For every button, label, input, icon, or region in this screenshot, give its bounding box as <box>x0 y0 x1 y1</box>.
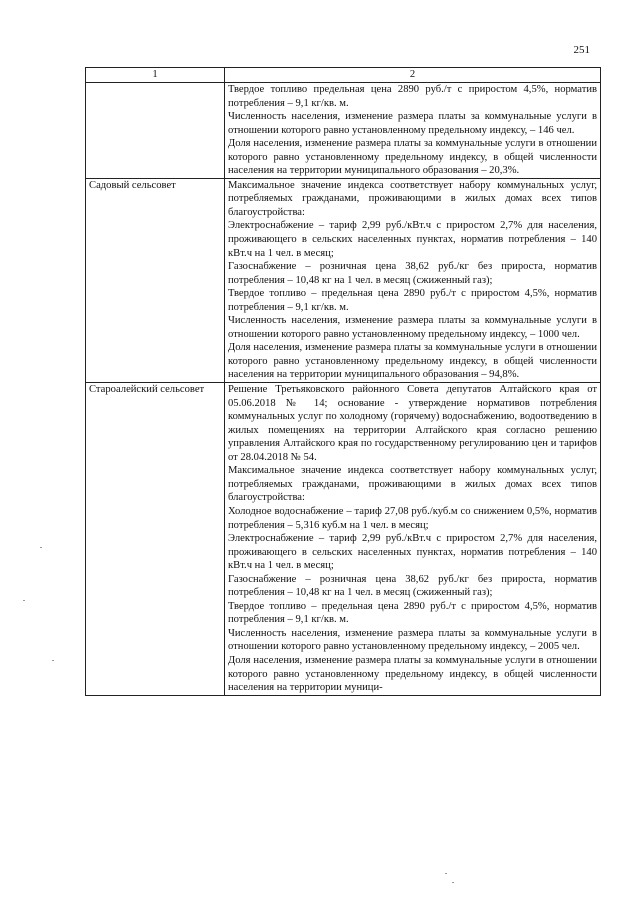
paragraph: Численность населения, изменение размера платы за коммунальные услуги в отношении которого равно установленному предельному индексу, – 1000 чел. <box>228 315 597 340</box>
scan-speck <box>452 882 454 883</box>
row-content <box>225 83 601 179</box>
paragraph: Газоснабжение – розничная цена 38,62 руб./кг без прироста, норматив потребления – 10,48 кг на 1 чел. в месяц (сжиженный газ); <box>228 261 597 286</box>
paragraph: Доля населения, изменение размера платы за коммунальные услуги в отношении которого равно установленному предельному индексу, в общей численности населения на территории муниципального образования – 20,3%. <box>228 138 597 177</box>
municipality-name <box>86 83 225 179</box>
page-number: 251 <box>573 44 590 56</box>
table-row <box>86 83 601 179</box>
document-table <box>85 67 601 696</box>
municipality-name: Староалейский сельсовет <box>86 383 225 696</box>
paragraph: Твердое топливо – предельная цена 2890 руб./т с приростом 4,5%, норматив потребления – 9,1 кг/кв. м. <box>228 600 597 626</box>
paragraph: Максимальное значение индекса соответствует набору коммунальных услуг, потребляемых гражданами, проживающими в жилых домах всех типов благоустройства: <box>228 179 597 218</box>
paragraph: Твердое топливо – предельная цена 2890 руб./т с приростом 4,5%, норматив потребления – 9,1 кг/кв. м. <box>228 288 597 313</box>
row-content <box>225 383 601 696</box>
paragraph: Твердое топливо предельная цена 2890 руб./т с приростом 4,5%, норматив потребления – 9,1 кг/кв. м. <box>228 84 597 109</box>
paragraph: Доля населения, изменение размера платы за коммунальные услуги в отношении которого равно установленному предельному индексу, в общей численности населения на территории муниципального образования – 94,8%. <box>228 342 597 381</box>
paragraph: Электроснабжение – тариф 2,99 руб./кВт.ч с приростом 2,7% для населения, проживающего в сельских населенных пунктах, норматив потребления – 140 кВт.ч на 1 чел. в месяц; <box>228 533 597 572</box>
paragraph: Максимальное значение индекса соответствует набору коммунальных услуг, потребляемых гражданами, проживающими в жилых домах всех типов благоустройства: <box>228 465 597 504</box>
table-row <box>86 178 601 382</box>
column-header-2: 2 <box>225 68 601 83</box>
paragraph: Доля населения, изменение размера платы за коммунальные услуги в отношении которого равно установленному предельному индексу, в общей численности населения на территории муници- <box>228 654 597 694</box>
row-content <box>225 178 601 382</box>
municipality-name: Садовый сельсовет <box>86 178 225 382</box>
paragraph: Электроснабжение – тариф 2,99 руб./кВт.ч с приростом 2,7% для населения, проживающего в сельских населенных пунктах, норматив потребления – 140 кВт.ч на 1 чел. в месяц; <box>228 220 597 259</box>
scan-speck <box>23 600 25 601</box>
table-header-row <box>86 68 601 83</box>
scan-speck <box>52 660 54 661</box>
paragraph: Холодное водоснабжение – тариф 27,08 руб./куб.м со снижением 0,5%, норматив потребления – 5,316 куб.м на 1 чел. в месяц; <box>228 505 597 531</box>
scan-speck <box>445 873 447 874</box>
table-row <box>86 383 601 696</box>
scan-speck <box>40 547 42 548</box>
paragraph: Газоснабжение – розничная цена 38,62 руб./кг без прироста, норматив потребления – 10,48 кг на 1 чел. в месяц (сжиженный газ); <box>228 573 597 599</box>
paragraph: Численность населения, изменение размера платы за коммунальные услуги в отношении которого равно установленному предельному индексу, – 146 чел. <box>228 111 597 136</box>
column-header-1: 1 <box>86 68 225 83</box>
paragraph: Численность населения, изменение размера платы за коммунальные услуги в отношении которого равно установленному предельному индексу, – 2005 чел. <box>228 627 597 653</box>
paragraph: Решение Третьяковского районного Совета депутатов Алтайского края от 05.06.2018 № 14; основание - утверждение нормативов потребления коммунальных услуг по холодному (горячему) водоснабжению, водоотведению в жилых помещениях на территории Алтайского края согласно решению управления Алтайского края по государственному регулированию цен и тарифов от 28.04.2018 № 54. <box>228 384 597 463</box>
